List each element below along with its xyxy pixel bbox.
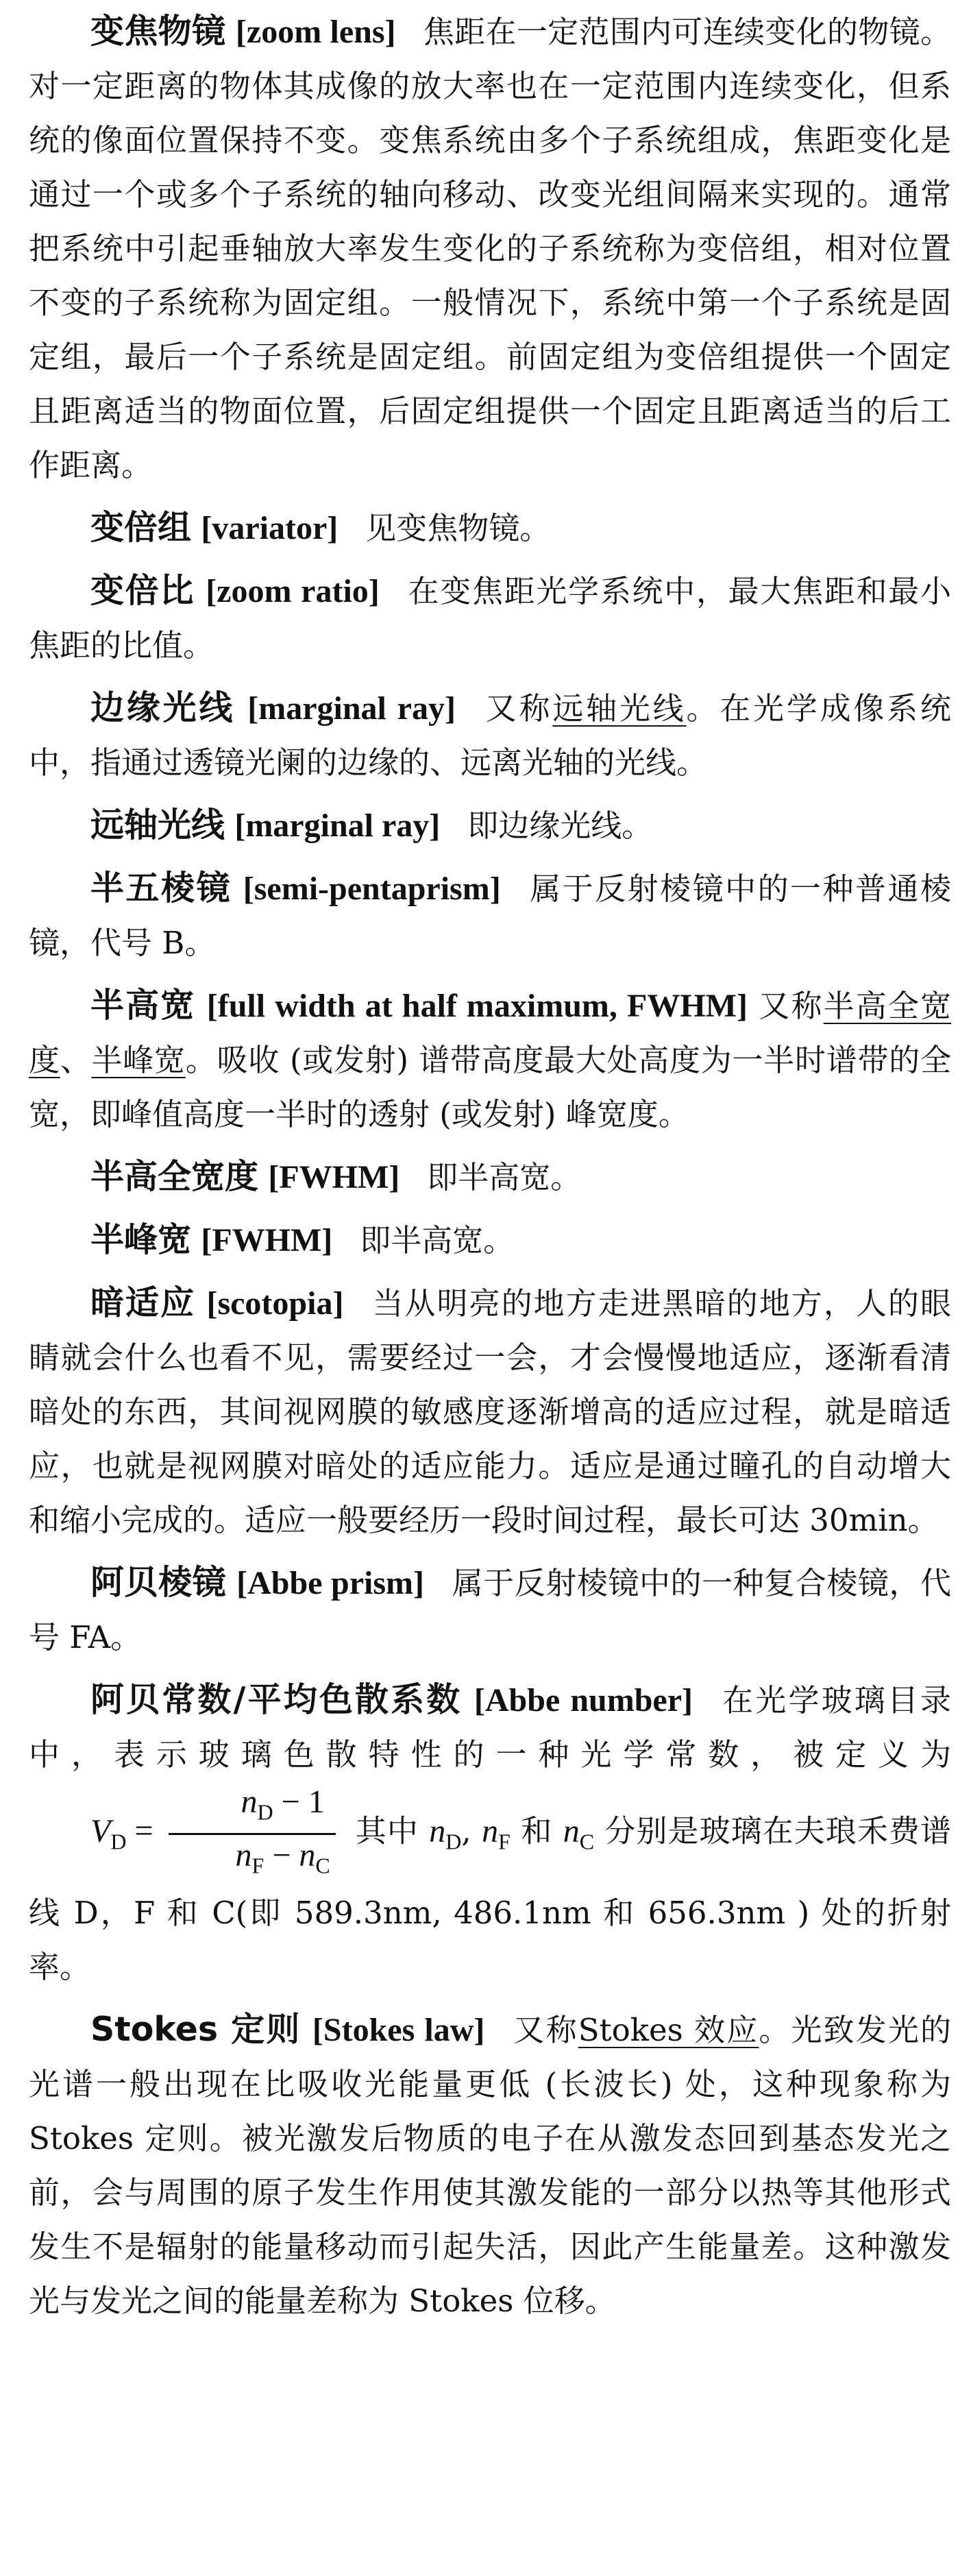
term-heading: 远轴光线 [90,805,225,845]
formula-equals: = [126,1812,162,1849]
entry-abbe-prism [29,1555,951,1664]
symbol-nd: $n_D$ [429,1812,462,1854]
definition-text: 即半高宽。 [427,1159,582,1195]
fraction-numerator: $n_D - 1$ [169,1782,336,1835]
dictionary-column [29,4,951,2336]
entry-variator [29,500,951,555]
entry-fwhm-full [29,1150,951,1204]
term-heading: 暗适应 [90,1283,196,1322]
english-term: [scotopia] [206,1285,344,1322]
term-heading: 半高宽 [90,986,196,1025]
entry-marginal-ray [29,681,951,790]
definition-prefix: 又称 [512,2012,578,2049]
definition-text: 。在光学成像系统中，指通过透镜光阑的边缘的、远离光轴的光线。 [29,690,951,781]
term-heading: 半高全宽度 [90,1157,259,1196]
english-term: [zoom lens] [235,14,396,50]
english-term: [Abbe number] [474,1682,693,1718]
english-term: [marginal ray] [234,807,441,844]
abbe-number-formula [29,1782,343,1886]
definition-text: 属于反射棱镜中的一种复合棱镜，代号 FA。 [29,1565,951,1655]
definition-text: 即半高宽。 [360,1222,515,1259]
definition-prefix: 在光学玻璃目录中，表示玻璃色散特性的一种光学常数，被定义为 [29,1682,951,1773]
term-heading: 边缘光线 [90,688,236,727]
symbol-nc: $n_C$ [563,1812,595,1854]
entry-abbe-number [29,1673,951,1994]
english-term: [FWHM] [268,1159,400,1195]
fraction-denominator: $n_F - n_C$ [235,1836,330,1878]
definition-text: 其中 [354,1812,419,1849]
definition-prefix: 又称 [482,690,553,727]
definition-text: 当从明亮的地方走进黑暗的地方，人的眼睛就会什么也看不见，需要经过一会，才会慢慢地适应，逐渐看清暗处的东西，其间视网膜的敏感度逐渐增高的适应过程，就是暗适应，也就是视网膜对暗处的适应能力。适应是通过瞳孔的自动增大和缩小完成的。适应一般要经历一段时间过程，最长可达 30min。 [29,1285,951,1538]
entry-marginal-ray-alt [29,798,951,853]
english-term: [full width at half maximum, FWHM] [206,988,748,1024]
separator: , [461,1812,471,1849]
entry-zoom-ratio [29,563,951,672]
definition-text: 。吸收 (或发射) 谱带高度最大处高度为一半时谱带的全宽，即峰值高度一半时的透射 (或发射) 峰宽度。 [29,1042,951,1132]
english-term: [zoom ratio] [206,573,380,609]
definition-text: 见变焦物镜。 [365,510,551,546]
english-term: [FWHM] [201,1222,333,1259]
term-heading: 变焦物镜 [90,12,226,51]
entry-stokes-law [29,2002,951,2328]
english-term: [Stokes law] [312,2012,485,2049]
english-term: [semi-pentaprism] [243,871,501,907]
term-heading: Stokes 定则 [90,2010,302,2050]
symbol-nf: $n_F$ [482,1812,511,1854]
term-heading: 阿贝常数/平均色散系数 [90,1680,463,1719]
separator: 、 [60,1042,92,1078]
definition-text: 分别是玻璃在夫琅禾费谱线 D，F 和 C(即 589.3nm, 486.1nm 和 656.3nm ) 处的折射率。 [29,1812,951,1986]
term-heading: 半五棱镜 [90,868,232,908]
term-heading: 阿贝棱镜 [90,1563,227,1602]
cross-reference-link[interactable]: 远轴光线 [552,690,687,727]
term-heading: 变倍比 [90,571,195,610]
entry-semi-pentaprism [29,861,951,970]
cross-reference-link[interactable]: 半高全宽度 [29,988,951,1078]
definition-text: 。光致发光的光谱一般出现在比吸收光能量更低 (长波长) 处，这种现象称为 Stokes 定则。被光激发后物质的电子在从激发态回到基态发光之前，会与周围的原子发生作用使其激发能的一部分以热等其他形式发生不是辐射的能量移动而引起失活，因此产生能量差。这种激发光与发光之间的能量差称为 Stokes 位移。 [29,2012,951,2320]
entry-scotopia [29,1276,951,1547]
definition-prefix: 又称 [759,988,824,1024]
formula-lhs: $V_D$ [90,1812,127,1854]
term-heading: 变倍组 [90,508,192,547]
definition-text: 焦距在一定范围内可连续变化的物镜。对一定距离的物体其成像的放大率也在一定范围内连续变化，但系统的像面位置保持不变。变焦系统由多个子系统组成，焦距变化是通过一个或多个子系统的轴向移动、改变光组间隔来实现的。通常把系统中引起垂轴放大率发生变化的子系统称为变倍组，相对位置不变的子系统称为固定组。一般情况下，系统中第一个子系统是固定组，最后一个子系统是固定组。前固定组为变倍组提供一个固定且距离适当的物面位置，后固定组提供一个固定且距离适当的后工作距离。 [29,14,951,483]
definition-text: 在变焦距光学系统中，最大焦距和最小焦距的比值。 [29,573,951,664]
term-heading: 半峰宽 [90,1220,192,1259]
cross-reference-link[interactable]: Stokes 效应 [578,2012,759,2049]
definition-text: 即边缘光线。 [467,807,653,844]
entry-fwhm [29,978,951,1141]
english-term: [variator] [201,510,339,546]
cross-reference-link[interactable]: 半峰宽 [91,1042,186,1078]
conjunction: 和 [521,1812,553,1849]
entry-half-peak-width [29,1213,951,1267]
formula-fraction [169,1782,336,1886]
english-term: [Abbe prism] [236,1565,425,1601]
definition-text: 属于反射棱镜中的一种普通棱镜，代号 B。 [29,871,951,961]
entry-zoom-lens [29,4,951,492]
english-term: [marginal ray] [247,690,456,727]
